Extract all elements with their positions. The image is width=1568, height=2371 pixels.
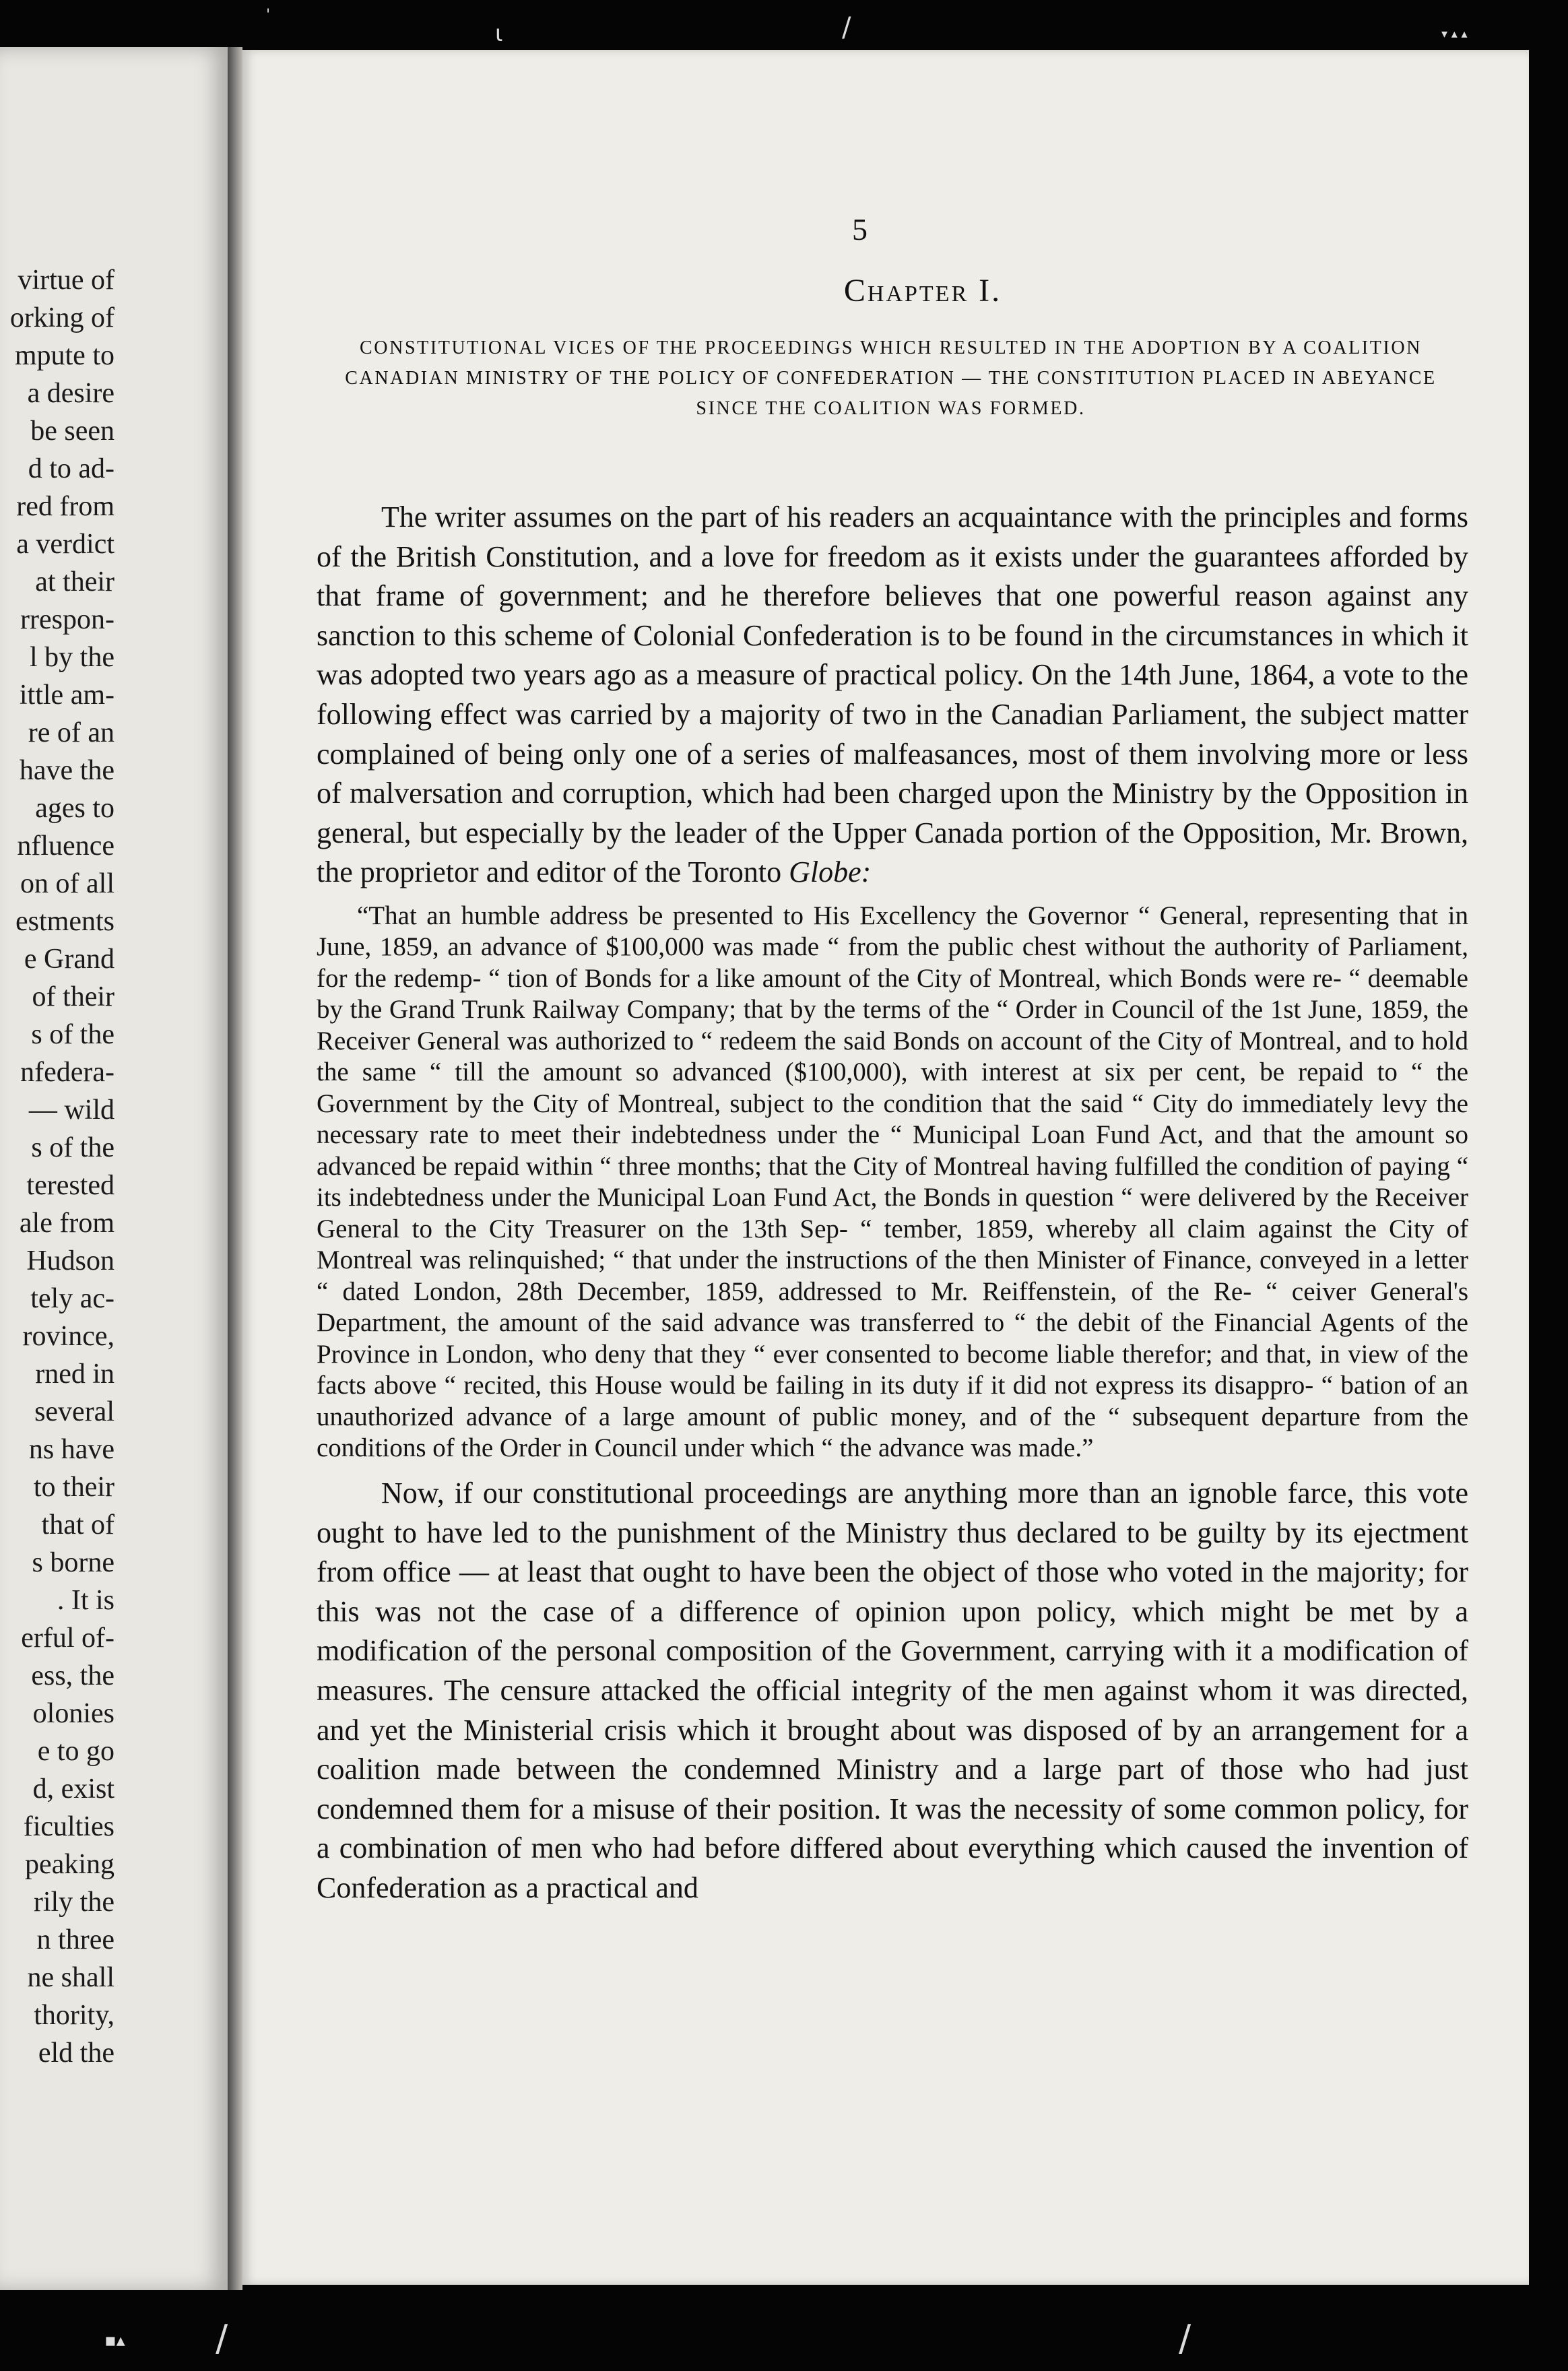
paragraph-2: Now, if our constitutional proceedings are anything more than an ignoble farce, this vote ought to have led to the punishment of the Ministry thus declared to be guilty by its ejectment from office — at least that ought to have been the object of those who voted in the majority; for this was not the case of a difference of opinion upon policy, which might be met by a modification of the personal composition of the Government, carrying with it a modification of measures. The censure attacked the official integrity of the men against whom it was directed, and yet the Ministerial crisis which it brought about was disposed of by an arrangement for a coalition made between the condemned Ministry and a large part of those who had just condemned them for a misuse of their position. It was the necessity of some common policy, for a combination of men who had before differed about everything which caused the invention of Confederation as a practical and [317,1476,1468,1904]
film-mark-bottom-2: / [216,2317,228,2360]
left-page-line: to their [33,1472,115,1503]
film-mark-top-4: ▾ ▴ ▴ [1441,27,1468,41]
left-page-text [0,261,115,2072]
left-page-line: ns have [28,1434,115,1465]
page-number: 5 [852,212,868,247]
paragraph-1 [317,498,1468,892]
left-page-line: a desire [27,378,115,409]
body-text [317,498,1468,1916]
left-page-line: d, exist [32,1774,115,1805]
left-page-line: mpute to [14,340,115,371]
left-page-line: s of the [31,1132,115,1163]
left-page-line: ne shall [27,1962,115,1993]
left-page-line: estments [15,906,115,937]
chapter-subtitle: CONSTITUTIONAL VICES OF THE PROCEEDINGS WHICH RESULTED IN THE ADOPTION BY A COALITION CANADIAN MINISTRY OF THE POLICY OF CONFEDERATION — THE CONSTITUTION PLACED IN ABEYANCE SINCE THE COALITION WAS FORMED. [345,337,1437,419]
left-page-line: at their [35,566,115,597]
left-page-line: eld the [38,2038,115,2069]
left-page-line: thority, [34,2000,115,2031]
chapter-title: Chapter I. [843,273,1002,308]
film-mark-top-1: ' [266,7,271,24]
film-mark-bottom-1: ▪▴ [104,2331,125,2351]
left-page-line: that of [41,1509,115,1540]
left-page-line: ess, the [31,1660,115,1691]
left-page-line: red from [16,491,115,522]
paragraph-1-text: The writer assumes on the part of his readers an acquaintance with the principles and forms of the British Constitution, and a love for freedom as it exists under the guarantees afforded by that frame of government; and he therefore believes that one powerful reason against any sanction to this scheme of Colonial Confederation is to be found in the circumstances in which it was adopted two years ago as a measure of practical policy. On the 14th June, 1864, a vote to the following effect was carried by a majority of two in the Canadian Parliament, the subject matter complained of being only one of a series of malfeasances, most of them involving more or less of malversation and corruption, which had been charged upon the Ministry by the Opposition in general, but especially by the leader of the Upper Canada portion of the Opposition, Mr. Brown, the proprietor and editor of the Toronto [317,500,1468,889]
left-page-line: virtue of [18,265,115,296]
left-page-line: ittle am- [19,680,115,711]
left-page-line: — wild [28,1095,115,1126]
left-page-line: . It is [57,1585,115,1616]
left-page-line: have the [19,755,115,786]
left-page-line: be seen [30,416,115,447]
left-page-line: n three [36,1924,115,1955]
left-page-line: on of all [20,868,115,899]
left-page-line: nfedera- [20,1057,115,1088]
left-page-line: terested [26,1170,115,1201]
left-page-line: olonies [32,1698,115,1729]
left-page-line: rily the [33,1887,115,1918]
film-mark-top-2: ɩ [495,20,503,47]
left-page-line: nfluence [17,831,115,862]
left-page-line: peaking [25,1849,115,1880]
left-page-line: s of the [31,1019,115,1050]
left-page-line: s borne [32,1547,115,1578]
left-page-line: re of an [28,717,115,748]
left-page-line: several [34,1396,115,1427]
left-page-line: Hudson [26,1245,115,1276]
left-page-line: ale from [19,1208,115,1239]
left-page-line: d to ad- [28,453,115,484]
left-page-line: l by the [30,642,115,673]
left-facing-page [0,47,228,2290]
right-page [242,50,1529,2285]
book-gutter [228,47,242,2290]
left-page-line: of their [32,981,115,1012]
left-page-line: a verdict [16,529,115,560]
film-mark-top-3: / [842,12,851,43]
left-page-line: ficulties [23,1811,115,1842]
left-page-line: tely ac- [30,1283,115,1314]
left-page-line: ages to [35,793,115,824]
paragraph-1-italic: Globe: [789,855,872,889]
left-page-line: rned in [35,1359,115,1390]
left-page-line: rovince, [22,1321,115,1352]
film-mark-bottom-3: / [1179,2317,1191,2360]
left-page-line: erful of- [21,1623,115,1654]
left-page-line: e Grand [24,944,115,975]
left-page-line: e to go [37,1736,115,1767]
left-page-line: rrespon- [20,604,115,635]
block-quotation: “That an humble address be presented to His Excellency the Governor “ General, representing that in June, 1859, an advance of $100,000 was made “ from the public chest without the authority of Parliament, for the redemp- “ tion of Bonds for a like amount of the City of Montreal, which Bonds were re- “ deemable by the Grand Trunk Railway Company; that by the terms of the “ Order in Council of the 1st June, 1859, the Receiver General was authorized to “ redeem the said Bonds on account of the City of Montreal, and to hold the same “ till the amount so advanced ($100,000), with interest at six per cent, be repaid to “ the Government by the City of Montreal, subject to the condition that the said “ City do immediately levy the necessary rate to meet their indebtedness under the “ Municipal Loan Fund Act, and that the amount so advanced be repaid within “ three months; that the City of Montreal having fulfilled the condition of paying “ its indebtedness under the Municipal Loan Fund Act, the Bonds in question “ were delivered by the Receiver General to the City Treasurer on the 13th Sep- “ tember, 1859, whereby all claim against the City of Montreal was relinquished; “ that under the instructions of the then Minister of Finance, conveyed in a letter “ dated London, 28th December, 1859, addressed to Mr. Reiffenstein, of the Re- “ ceiver General's Department, the amount of the said advance was transferred to “ the debit of the Financial Agents of the Province in London, who deny that they “ ever consented to become liable therefor; and that, in view of the facts above “ recited, this House would be failing in its duty if it did not express its disappro- “ bation of an unauthorized advance of a large amount of public money, and of the “ subsequent departure from the conditions of the Order in Council under which “ the advance was made.” [317,901,1468,1463]
left-page-line: orking of [9,302,115,333]
